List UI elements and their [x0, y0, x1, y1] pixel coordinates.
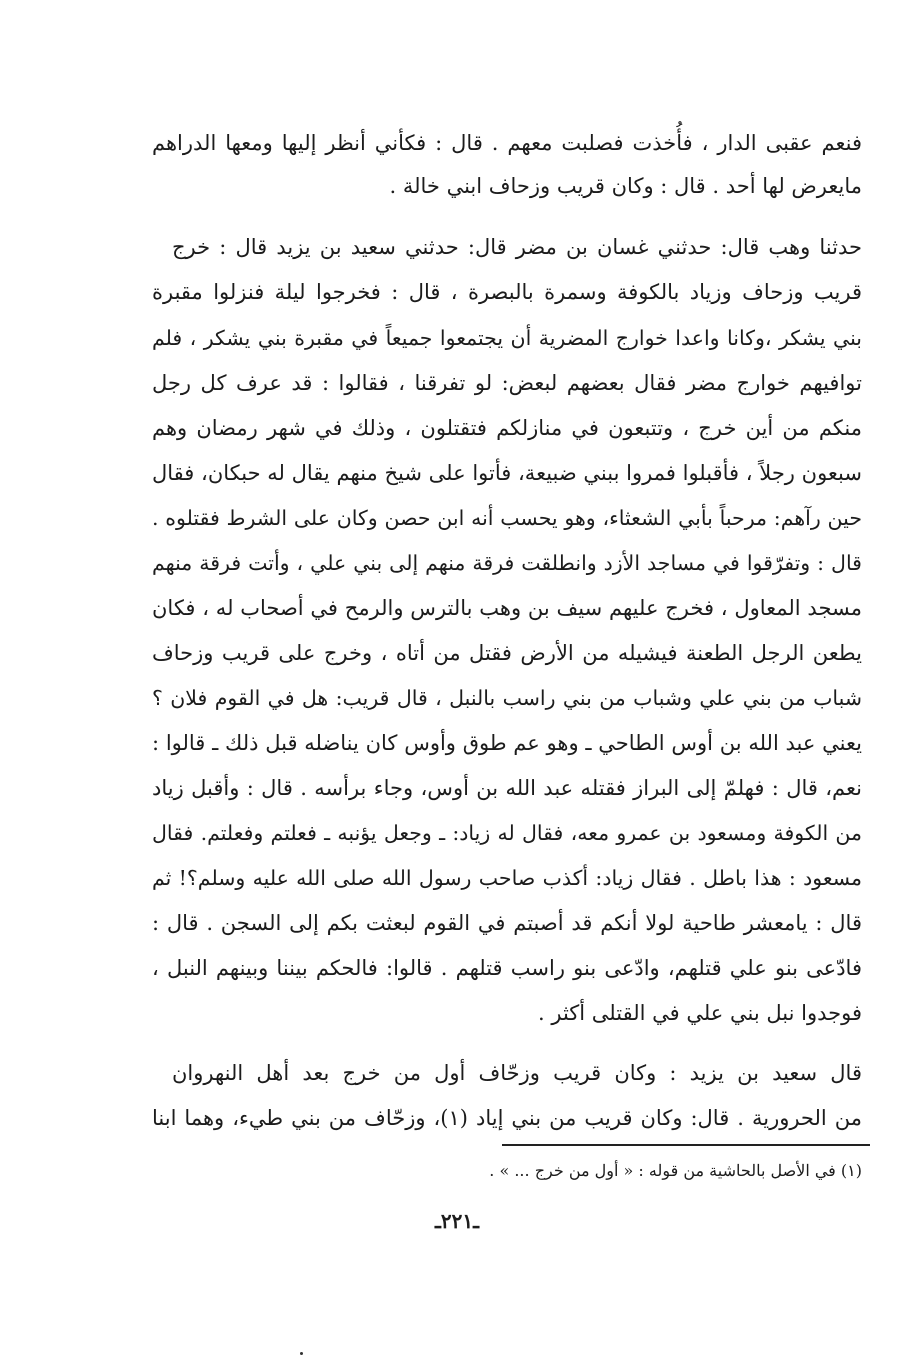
text-line: حين رآهم: مرحباً بأبي الشعثاء، وهو يحسب أنه ابن حصن وكان على الشرط فقتلوه .	[152, 506, 862, 530]
text-line: قال سعيد بن يزيد : وكان قريب وزحّاف أول من خرج بعد أهل النهروان	[172, 1061, 862, 1085]
text-line: منكم من أين خرج ، وتتبعون في منازلكم فتقتلون ، وذلك في شهر رمضان وهم	[152, 416, 862, 440]
page-number: ـ٢٢١ـ	[435, 1209, 479, 1233]
footnote: (١) في الأصل بالحاشية من قوله : « أول من خرج ... » .	[489, 1161, 862, 1180]
text-line: من الكوفة ومسعود بن عمرو معه، فقال له زياد: ـ وجعل يؤنبه ـ فعلتم وفعلتم. فقال	[152, 821, 862, 845]
text-line: نعم، قال : فهلمّ إلى البراز فقتله عبد الله بن أوس، وجاء برأسه . قال : وأقبل زياد	[152, 776, 862, 800]
text-line: من الحرورية . قال: وكان قريب من بني إياد (١)، وزحّاف من بني طيء، وهما ابنا	[152, 1106, 862, 1130]
text-line: مسعود : هذا باطل . فقال زياد: أكذب صاحب رسول الله صلى الله عليه وسلم؟! ثم	[152, 866, 862, 890]
text-line: توافيهم خوارج مضر فقال بعضهم لبعض: لو تفرقنا ، فقالوا : قد عرف كل رجل	[152, 371, 862, 395]
text-line: فادّعى بنو علي قتلهم، وادّعى بنو راسب قتلهم . قالوا: فالحكم بيننا وبينهم النبل ،	[152, 956, 862, 980]
text-line: فوجدوا نبل بني علي في القتلى أكثر .	[538, 1001, 862, 1025]
text-line: مايعرض لها أحد . قال : وكان قريب وزحاف ابني خالة .	[389, 174, 862, 198]
text-line: فنعم عقبى الدار ، فأُخذت فصلبت معهم . قال : فكأني أنظر إليها ومعها الدراهم	[152, 131, 862, 155]
text-line: يعني عبد الله بن أوس الطاحي ـ وهو عم طوق وأوس كان يناضله قبل ذلك ـ قالوا :	[152, 731, 862, 755]
scan-speck	[300, 1352, 303, 1355]
footnote-separator	[502, 1144, 870, 1146]
text-line: مسجد المعاول ، فخرج عليهم سيف بن وهب بالترس والرمح في أصحاب له ، فكان	[152, 596, 862, 620]
text-line: قال : يامعشر طاحية لولا أنكم قد أصبتم في القوم لبعثت بكم إلى السجن . قال :	[152, 911, 862, 935]
text-line: سبعون رجلاً ، فأقبلوا فمروا ببني ضبيعة، فأتوا على شيخ منهم يقال له حبكان، فقال	[152, 461, 862, 485]
text-line: بني يشكر ،وكانا واعدا خوارج المضرية أن يجتمعوا جميعاً في مقبرة بني يشكر ، فلم	[152, 326, 862, 350]
text-line: قريب وزحاف وزياد بالكوفة وسمرة بالبصرة ، قال : فخرجوا ليلة فنزلوا مقبرة	[152, 280, 862, 304]
text-line: شباب من بني علي وشباب من بني راسب بالنبل ، قال قريب: هل في القوم فلان ؟	[152, 686, 862, 710]
text-line: قال : وتفرّقوا في مساجد الأزد وانطلقت فرقة منهم إلى بني علي ، وأتت فرقة منهم	[152, 551, 862, 575]
text-line: حدثنا وهب قال: حدثني غسان بن مضر قال: حدثني سعيد بن يزيد قال : خرج	[172, 235, 862, 259]
text-line: يطعن الرجل الطعنة فيشيله من الأرض فقتل من أتاه ، وخرج على قريب وزحاف	[152, 641, 862, 665]
